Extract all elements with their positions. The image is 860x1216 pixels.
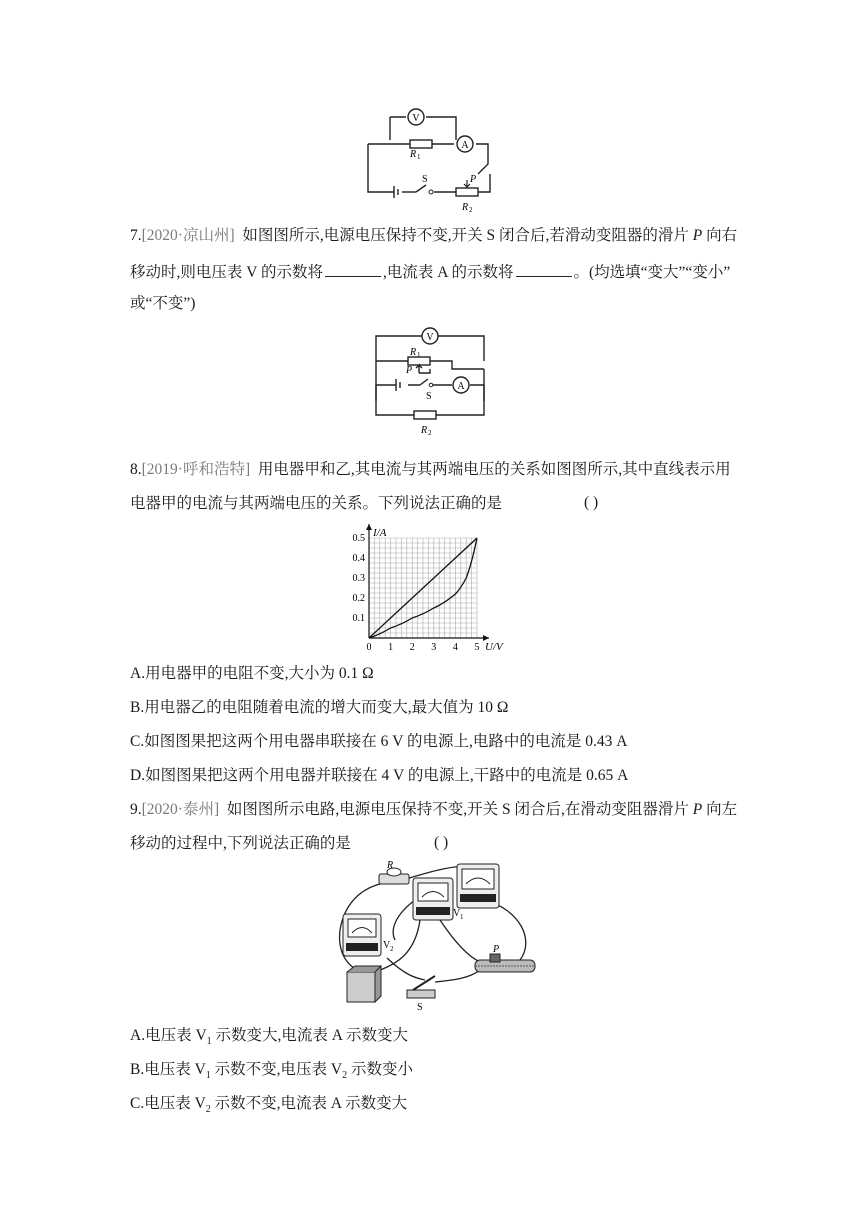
y-tick-label: 0.2 — [352, 593, 365, 604]
q7-line1 — [130, 226, 737, 246]
iu-graph — [345, 520, 503, 656]
q8-option-b[interactable]: B.用电器乙的电阻随着电流的增大而变大,最大值为 10 Ω — [130, 699, 509, 716]
q9-answer-bracket[interactable]: ( ) — [434, 834, 449, 851]
y-axis-label: I/A — [373, 527, 387, 539]
r2-sub: 2 — [469, 206, 473, 214]
opt-sub: 2 — [342, 1070, 348, 1082]
y-tick-label: 0.5 — [352, 533, 365, 544]
battery-icon — [347, 966, 381, 1002]
opt-sub: 1 — [205, 1070, 211, 1082]
q7-p: P — [692, 227, 703, 244]
voltmeter-label: V — [426, 332, 434, 343]
opt-text: C.电压表 V — [130, 1095, 206, 1112]
slider-label: P — [470, 174, 477, 185]
v1-label: V — [453, 908, 461, 919]
q9-text: 如图图所示电路,电源电压保持不变,开关 S 闭合后,在滑动变阻器滑片 — [226, 801, 689, 818]
x-tick-label: 2 — [409, 642, 415, 653]
q7-text-end: 向右 — [706, 227, 738, 244]
q7-text-3: 或“不变”) — [130, 295, 196, 312]
q7-text-a: 移动时,则电压表 V 的示数将 — [130, 264, 324, 281]
circuit-diagram-q6 — [360, 100, 500, 212]
q8-text: 用电器甲和乙,其电流与其两端电压的关系如图图所示,其中直线表示用 — [257, 461, 731, 478]
r1-sub: 1 — [417, 351, 421, 359]
q9-option-c[interactable] — [130, 1094, 407, 1120]
switch-label: S — [422, 174, 428, 185]
q7-source: [2020·凉山州] — [141, 227, 235, 244]
q8-source: [2019·呼和浩特] — [141, 461, 251, 478]
q7-line2 — [130, 262, 730, 283]
voltmeter-v2-icon — [343, 914, 381, 956]
q8-option-c[interactable]: C.如图图果把这两个用电器串联接在 6 V 的电源上,电路中的电流是 0.43 A — [130, 733, 628, 750]
q8-option-a[interactable]: A.用电器甲的电阻不变,大小为 0.1 Ω — [130, 665, 374, 682]
r1-label: R — [410, 347, 417, 358]
q7-number: 7. — [130, 227, 142, 244]
q8-answer-bracket[interactable]: ( ) — [584, 494, 599, 511]
q9-option-b[interactable] — [130, 1060, 413, 1086]
circuit-diagram-q7 — [370, 325, 488, 447]
x-tick-label: 1 — [388, 642, 394, 653]
opt-text: 示数变小 — [347, 1061, 414, 1078]
q9-text-2: 移动的过程中,下列说法正确的是 — [130, 835, 351, 852]
r1-label: R — [410, 149, 417, 160]
y-tick-label: 0.1 — [352, 613, 365, 624]
ammeter-label: A — [461, 140, 469, 151]
q8-line2 — [130, 494, 502, 514]
ammeter-icon — [457, 864, 499, 908]
q7-blank-2[interactable] — [516, 262, 572, 277]
q7-text-c: 。(均选填“变大”“变小” — [573, 264, 731, 281]
v1-sub: 1 — [460, 913, 464, 921]
q9-text-end: 向左 — [706, 801, 738, 818]
q7-blank-1[interactable] — [325, 262, 381, 277]
r2-label: R — [421, 425, 428, 436]
y-axis-arrow — [366, 524, 372, 530]
r-label: R — [387, 860, 394, 871]
x-tick-label: 0 — [366, 642, 372, 653]
v2-sub: 2 — [390, 945, 394, 953]
slider-label: P — [406, 365, 413, 376]
opt-text: 示数变大,电流表 A 示数变大 — [211, 1027, 408, 1044]
opt-text: B.电压表 V — [130, 1061, 206, 1078]
physical-circuit-picture — [335, 860, 550, 1013]
q9-line1 — [130, 800, 737, 820]
q7-text: 如图图所示,电源电压保持不变,开关 S 闭合后,若滑动变阻器的滑片 — [242, 227, 689, 244]
x-tick-label: 3 — [431, 642, 437, 653]
q9-source: [2020·泰州] — [141, 801, 220, 818]
r1-sub: 1 — [417, 153, 421, 161]
opt-sub: 2 — [205, 1104, 211, 1116]
opt-text: 示数不变,电流表 A 示数变大 — [210, 1095, 408, 1112]
v2-label: V — [383, 940, 391, 951]
r2-label: R — [462, 202, 469, 213]
q7-text-b: ,电流表 A 的示数将 — [383, 264, 514, 281]
slide-rheostat-icon — [475, 954, 535, 972]
x-axis-label: U/V — [485, 641, 503, 653]
q9-line2 — [130, 834, 351, 854]
s-label: S — [417, 1002, 423, 1013]
x-tick-label: 4 — [452, 642, 458, 653]
switch-label: S — [426, 391, 432, 402]
y-tick-label: 0.4 — [352, 553, 365, 564]
x-tick-label: 5 — [474, 642, 480, 653]
opt-sub: 1 — [206, 1036, 212, 1048]
q9-p: P — [692, 801, 703, 818]
q9-number: 9. — [130, 801, 142, 818]
voltmeter-label: V — [412, 113, 420, 124]
voltmeter-v1-icon — [413, 878, 453, 920]
p-label: P — [493, 944, 500, 955]
q7-line3 — [130, 294, 195, 314]
ammeter-label: A — [457, 381, 465, 392]
y-tick-label: 0.3 — [352, 573, 365, 584]
opt-text: A.电压表 V — [130, 1027, 207, 1044]
q8-line1 — [130, 460, 731, 480]
q9-option-a[interactable] — [130, 1026, 408, 1052]
q8-text-2: 电器甲的电流与其两端电压的关系。下列说法正确的是 — [130, 495, 503, 512]
q8-option-d[interactable]: D.如图图果把这两个用电器并联接在 4 V 的电源上,干路中的电流是 0.65 A — [130, 767, 629, 784]
r2-sub: 2 — [428, 429, 432, 437]
opt-text: 示数不变,电压表 V — [210, 1061, 343, 1078]
q8-number: 8. — [130, 461, 142, 478]
